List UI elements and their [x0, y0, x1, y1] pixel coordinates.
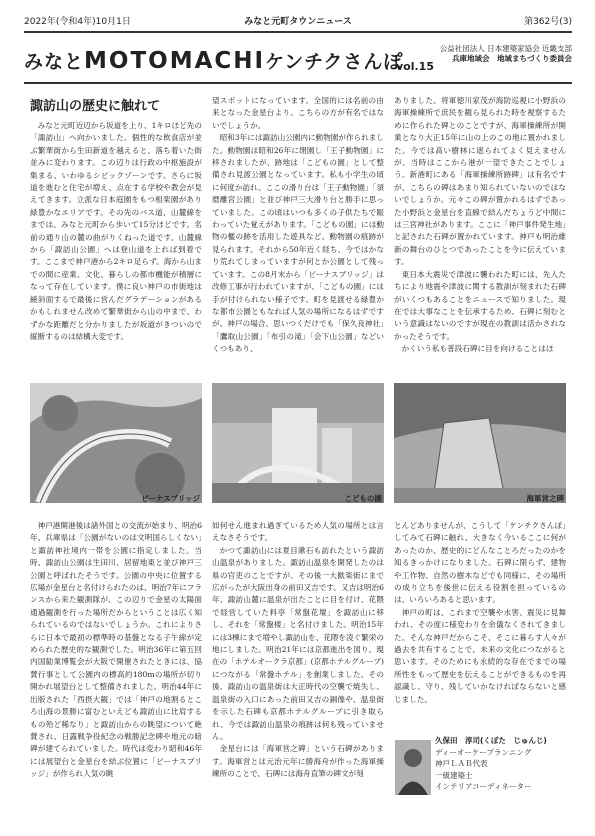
author-qualification: インテリアコーディネーター: [435, 782, 532, 791]
paragraph: みなと元町近辺から坂道を上り、1キロほど先の「諏訪山」へ向かいました。個性的な飲食店が並ぶ繁華街から生田新道を越えると、落ち着いた街並みに変わります。この辺りは行政の中枢施設が集まる、いわゆるシビックゾーンです。さらに坂道を進むと住宅が増え、点在する学校や教会が見えてきます。立派な日本庭園をもつ相楽園があり緑豊かなエリアです。その先のバス道、山麓線をまでは、みなと元町から歩いて15分ほどです。名前の通り山の麓の曲がりくねった道です。山麓線から「諏訪山公園」へは登山道を上れば到着です。ここまで神戸港から2キロ足らず。海から山までの間に産業、文化、暮らしの都市機能が積層になって存在しています。僕に良い神戸の市街地は緩斜面するで最後に営んだグラデーションがあるかもしれません改めて繁華街から山の中まで、わずかな距離だと分かりましたが坂道がきついので縦断するのは結構大変です。: [30, 121, 202, 341]
column-3: [394, 95, 566, 370]
brand-prefix: みなと: [24, 51, 85, 73]
column-1: [30, 120, 202, 370]
page-header: [24, 14, 572, 30]
column-2: [212, 95, 384, 370]
author-info: [435, 735, 547, 793]
author-license: 一級建築士: [435, 770, 473, 780]
photo-caption-3: 海軍営之碑: [526, 494, 564, 503]
paragraph: かくいう私も普段石碑に目を向けることはほ: [401, 344, 554, 354]
paragraph: 如何せん進まれ過ぎているため人気の場所とは言えなさそうです。: [212, 521, 384, 543]
newspaper-name: みなと元町タウンニュース: [244, 17, 352, 27]
slide-illustration: [212, 383, 384, 503]
monument-illustration: [394, 383, 566, 503]
org-line-1: 公益社団法人 日本建築家協会 近畿支部: [439, 44, 572, 53]
issue-number: 第362号(3): [524, 17, 572, 27]
author-portrait: [395, 740, 431, 795]
brand-main: MOTOMACHI: [84, 48, 266, 74]
author-profile: [395, 735, 572, 820]
paragraph: 望スポットになっています。全国的には名前の由来となった金星台より、こちらの方が有名ではないでしょうか。: [212, 96, 384, 130]
bridge-illustration: [30, 383, 202, 503]
article-title: 諏訪山の歴史に触れて: [30, 99, 161, 114]
organization: [440, 44, 572, 64]
issue-date: 2022年(令和4年)10月1日: [24, 17, 131, 27]
paragraph: 昭和3年には諏訪山公園内に動物園が作られました。動物園は昭和26年に閉園し「王子動物園」に移されましたが、跡地は「こどもの園」として整備され見渡公園となっています。私も小学生の頃に何度か訪れ、ここの滑り台は「王子動物園」「須磨離宮公園」と並び神戸三大滑り台と勝手に思っていました。この頃はいつも多くの子供たちで賑わっていた覚えがあります。「こどもの園」には動物の檻の跡を活用した遊具など、動物園の痕跡が見られます。それから50年近く経ち、今ではかなり荒れてしまっていますが何とか公園として残っています。この8月末から「ビーナスブリッジ」は改修工事が行われていますが、「こどもの園」には手が付けられない様子です。町を見渡せる緑豊かな都市公園ともなれば人気の場所になるはずですが、神戸の場合、思いつくだけでも「保久良神社」「鷹取山公園」「布引の滝」「会下山公園」などいくつもあり、: [212, 133, 384, 354]
photo-childrens-park: [212, 383, 384, 503]
paragraph: とんどありませんが、こうして「ケンチクさんぽ」してみて石碑に触れ、大きなく今いるここに何があったのか、歴史的にどんなことろだったのかを知るきっかけになりました。石碑に限らず、建物や工作物、自然の樹木などでも同様に、その場所の成り立ちを後世に伝える役割を担っているのは、いろいろあると思います。: [394, 521, 566, 605]
column-6: [394, 520, 566, 730]
paragraph: 金星台には「海軍営之碑」という石碑があります。海軍営とは元治元年に勝海舟が作った海軍操練所のことで、石碑には海舟直筆の碑文が刻: [212, 744, 384, 779]
author-title: 神戸ＬＡＢ代表: [435, 759, 488, 768]
paragraph: かつて諏訪山には夏目漱石も訪れたという諏訪山温泉がありました。諏訪山温泉を開発したのは県の官吏のことですが、その後一大歓楽街にまで広がったが大阪出身の前田又吉です。又吉は明治6年、諏訪山麓に温泉が出たことに目を付け、花隈で経営していた料亭「常盤花壇」を諏訪山に移し、それを「常盤楼」と名付けました。明治15年には3棟にまで増やし諏訪山を、花隈を凌ぐ繁栄の地にしました。明治21年には京都進出を図り、現在の「ホテルオークラ京都」(京都ホテルグループ)につながる「常盤ホテル」を創業しました。その後、諏訪山の温泉街は大正時代の空襲で焼失し、温泉街の入口にあった前田又吉の銅像や、温泉街を示した石碑も京都ホテルグループに引き取られ、今では諏訪山温泉の痕跡は何も残っていません。: [212, 545, 384, 741]
author-company: ディーオーケープランニング: [435, 747, 532, 757]
column-5: [212, 520, 384, 820]
column-4: [30, 520, 202, 820]
masthead-rule: [24, 82, 572, 84]
author-name: 久保田 淳司(くぼた じゅんじ): [435, 736, 547, 745]
paragraph: 東日本大震災で津波に襲われた町には、先人たちにより地震や津波に関する教訓が刻まれた石碑がいくつもあることをニュースで知りました。現在では大事なことを伝承するため、石碑に刻むという意識はないのですが現在の教訓は活かされなかったそうです。: [394, 269, 566, 341]
photo-naval-monument: [394, 383, 566, 503]
paragraph: ありました。将軍徳川家茂が海防巡視に小野浜の海軍操練所で庶民を観ら見られた時を視察するために作られた碑とのことですが、海軍操練所が開業となり大正15年に山の上のこの地に置かれました。今では高い樹林に遮られてよく見えませんが、当時はここから港が一望できたことでしょう。新港町にある「海軍操練所跡碑」は有名ですが、こちらの碑はあまり知られていないのではないでしょうか。元々この碑が置かれるはずであった小野浜と金星台を直線で結んだちょうど中間には三宮神社があります。ここに「神戸事件発生地」と記された石碑が置かれています。神戸も明治維新の舞台のひとつであったことを今に伝えています。: [394, 96, 566, 267]
person-icon: [395, 740, 431, 795]
series-title: [24, 46, 403, 77]
paragraph: 神戸の町は、これまで空襲や水害、震災に見舞われ、その度に様変わりを余儀なくされてきました。そんな神戸だからこそ、そこに暮らす人々が過去を共有することで、未来の文化につながると思います。そのためにも永続的な存在でまでの場所性をもって歴史を伝えることができるものを再認識し、守り、残していかなければならないと感じました。: [394, 607, 566, 704]
org-line-2: 兵庫地域会 地域まちづくり委員会: [452, 54, 572, 63]
header-rule: [24, 31, 572, 33]
photo-caption-2: こどもの園: [344, 494, 382, 503]
volume-label: [396, 60, 434, 73]
photo-venus-bridge: [30, 383, 202, 503]
volume-number: vol.15: [396, 60, 434, 73]
masthead: [24, 44, 572, 80]
paragraph: 神戸港開港後は諸外国との交流が始まり、明治6年、兵庫県は「公園がないのは文明国らしくない」と諏訪神社境内一帯を公園に指定しました。当時、諏訪山公園は生田川、居留地東と並び神戸三公園と呼ばれたそうです。公園の中央に位置する広場が金星台と名付けられたのは、明治7年にフランスから来た観測隊が、この辺りで金星の太陽面通過観測を行った場所だからということは広く知られているのではないでしょうか。これによりさらに日本で最初の標準時の基盤となる子午線が定められた歴史的な観測でした。明治36年に第五回内国勧業博覧会が大阪で開催されたときには、協賛行事として公園内の標高約180mの場所が切り開かれ展望台として整備されました。明治44年に出版された「西摂大観」では「神戸の地割るところ山海の景勝に富むといえども諏訪山に比肩するもの殆ど稀なり」と諏訪山からの眺望について絶賛され、日露戦争役紀念の戦勝記念碑や地元の暗碑が建てられていました。時代は変わり昭和46年には展望台と金星台を結ぶ位置に「ビーナスブリッジ」が作られ人気の眺: [30, 521, 202, 779]
photo-caption-1: ビーナスブリッジ: [141, 494, 200, 503]
brand-suffix: ケンチクさんぽ: [265, 51, 404, 73]
